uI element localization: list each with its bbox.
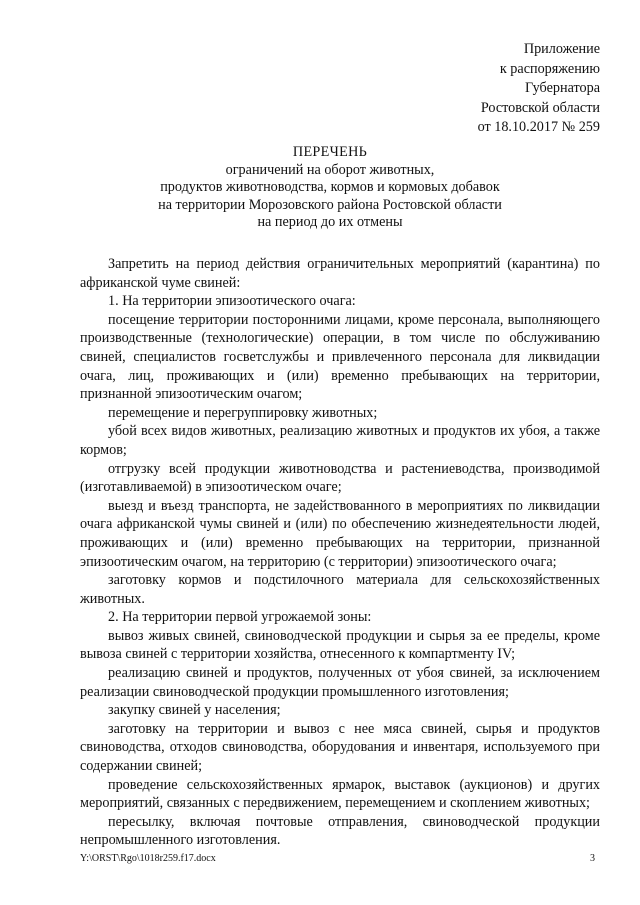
appendix-line: Ростовской области — [480, 99, 600, 116]
body-paragraph: реализацию свиней и продуктов, полученных от убоя свиней, за исключением реализации свиноводческой продукции промышленного изготовления; — [80, 665, 600, 700]
section-heading: 2. На территории первой угрожаемой зоны: — [108, 609, 372, 626]
body-paragraph: отгрузку всей продукции животноводства и растениеводства, производимой (изготавливаемой) в эпизоотическом очаге; — [80, 460, 600, 496]
document-title — [80, 144, 580, 232]
body-paragraph: Запретить на период действия ограничительных мероприятий (карантина) по африканской чуме свиней: — [80, 256, 600, 291]
footer-file-path: Y:\ORST\Rgo\1018r259.f17.docx — [80, 853, 216, 864]
body-paragraph: вывоз живых свиней, свиноводческой продукции и сырья за ее пределы, кроме вывоза свиней с территории хозяйства, отнесенного к компартменту IV; — [80, 627, 600, 663]
body-paragraph: заготовку на территории и вывоз с нее мяса свиней, сырья и продуктов свиноводства, отходов свиноводства, оборудования и инвентаря, используемого при содержании свиней; — [80, 720, 600, 775]
appendix-block — [380, 40, 600, 138]
document-body — [80, 255, 600, 850]
section-heading: 1. На территории эпизоотического очага: — [108, 293, 356, 310]
body-paragraph: убой всех видов животных, реализацию животных и продуктов их убоя, а также кормов; — [80, 423, 600, 458]
appendix-line: Губернатора — [524, 80, 600, 96]
title-line: ограничений на оборот животных, — [225, 161, 435, 178]
body-paragraph: выезд и въезд транспорта, не задействованного в мероприятиях по ликвидации очага африканской чумы свиней и (или) по обеспечению жизнедеятельности людей, проживающих и (или) временно пребывающих на территории, признанной эпизоотическим очагом, на территорию (с территории) эпизоотического очага; — [80, 497, 600, 570]
appendix-line: к распоряжению — [499, 60, 600, 77]
body-paragraph: заготовку кормов и подстилочного материала для сельскохозяйственных животных. — [80, 572, 600, 607]
appendix-line: Приложение — [523, 41, 600, 57]
title-line: продуктов животноводства, кормов и кормовых добавок — [160, 179, 500, 196]
title-line: на период до их отмены — [257, 214, 403, 231]
appendix-line: от 18.10.2017 № 259 — [477, 119, 600, 135]
page-number: 3 — [590, 853, 595, 864]
body-paragraph: закупку свиней у населения; — [108, 702, 281, 719]
body-paragraph: перемещение и перегруппировку животных; — [108, 404, 378, 421]
title-heading: ПЕРЕЧЕНЬ — [292, 144, 368, 160]
body-paragraph: проведение сельскохозяйственных ярмарок, выставок (аукционов) и других мероприятий, связанных с передвижением, перемещением и скоплением животных; — [80, 776, 600, 812]
body-paragraph: пересылку, включая почтовые отправления, свиноводческой продукции непромышленного изготовления. — [80, 813, 600, 849]
title-line: на территории Морозовского района Ростовской области — [158, 196, 502, 213]
body-paragraph: посещение территории посторонними лицами, кроме персонала, выполняющего производственные (технологические) операции, в том числе по обслуживанию свиней, специалистов госветслужбы и привлеченного персонала для ликвидации очага, лиц, проживающих и (или) временно пребывающих на территории, признанной эпизоотическим очагом; — [80, 311, 600, 403]
